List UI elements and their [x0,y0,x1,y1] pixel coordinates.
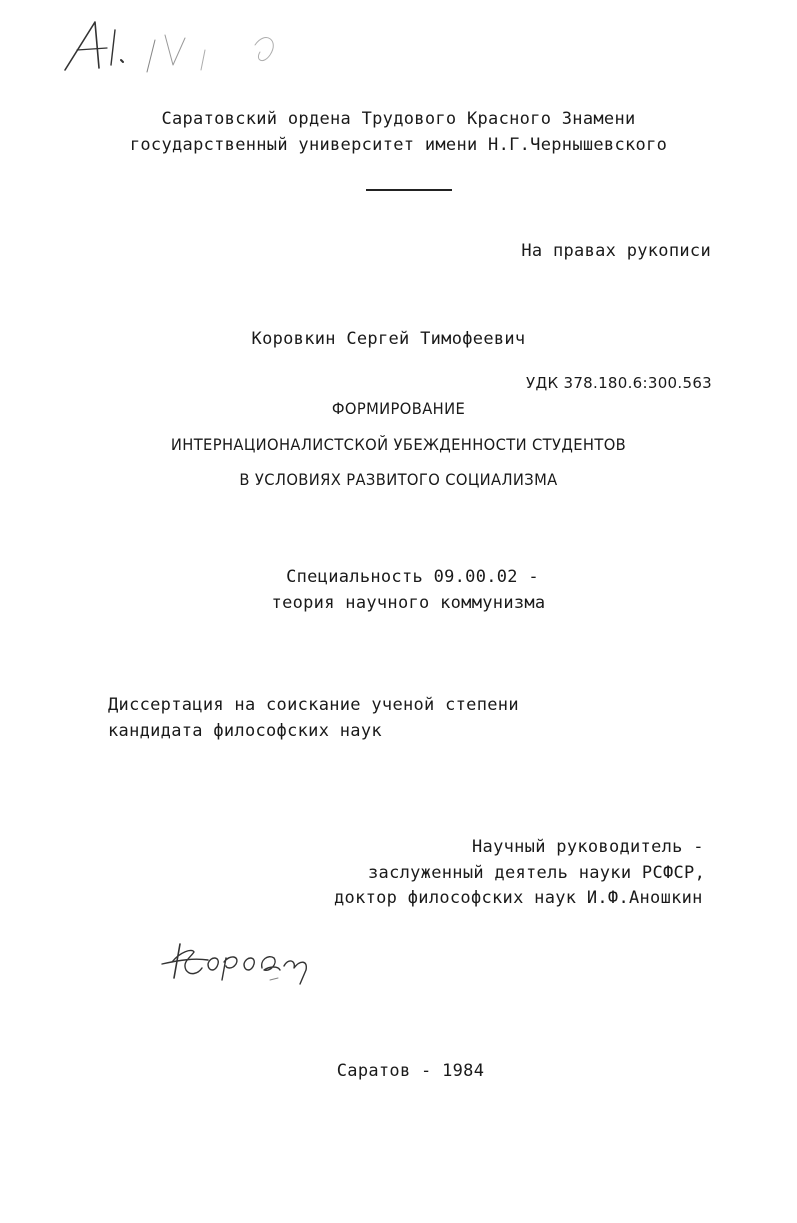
supervisor-line-1: Научный руководитель - [472,837,704,857]
title-line-1: ФОРМИРОВАНИЕ [331,399,466,418]
footer-city-year: Саратов - 1984 [336,1061,485,1081]
specialty-line-1: Специальность 09.00.02 - [286,567,539,587]
specialty-line-2: теория научного коммунизма [271,593,546,613]
divider [366,189,452,191]
manuscript-note: На правах рукописи [521,241,711,261]
dissertation-line-1: Диссертация на соискание ученой степени [108,695,519,715]
author-name: Коровкин Сергей Тимофеевич [251,329,526,349]
university-line-1: Саратовский ордена Трудового Красного Знамени [161,109,636,129]
title-line-3: В УСЛОВИЯХ РАЗВИТОГО СОЦИАЛИЗМА [239,470,558,489]
title-line-2: ИНТЕРНАЦИОНАЛИСТСКОЙ УБЕЖДЕННОСТИ СТУДЕНТОВ [170,435,627,454]
handwritten-annotation [55,10,315,90]
dissertation-line-2: кандидата философских наук [108,721,382,741]
signature [150,930,330,990]
university-line-2: государственный университет имени Н.Г.Чернышевского [129,135,668,155]
supervisor-line-3: доктор философских наук И.Ф.Аношкин [334,888,703,908]
udc-code: УДК 378.180.6:300.563 [526,374,712,392]
supervisor-line-2: заслуженный деятель науки РСФСР, [368,863,706,883]
